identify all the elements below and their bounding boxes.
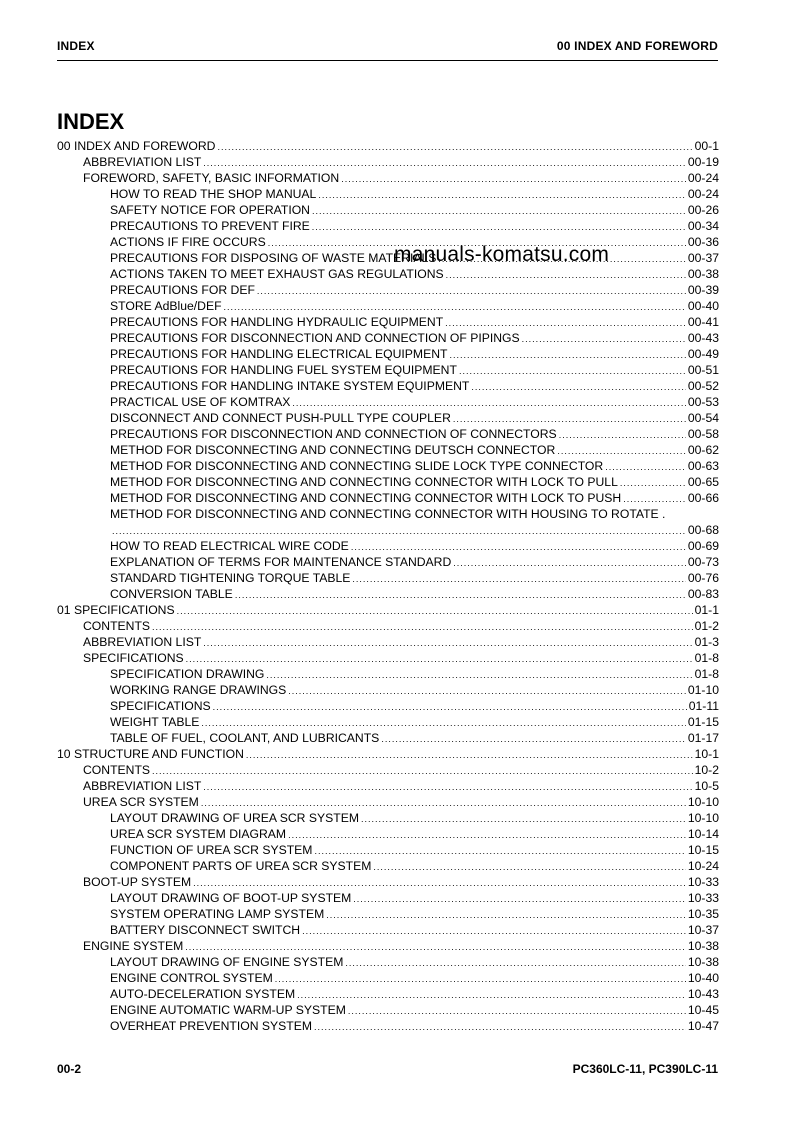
index-entry-page: 00-66 bbox=[687, 491, 719, 505]
dot-leader bbox=[351, 538, 686, 555]
index-entry-title: ENGINE AUTOMATIC WARM-UP SYSTEM bbox=[110, 1003, 346, 1017]
dot-leader bbox=[361, 810, 686, 827]
index-entry-page: 00-52 bbox=[687, 379, 719, 393]
index-entry[interactable] bbox=[57, 394, 719, 410]
index-entry-page: 00-69 bbox=[687, 539, 719, 553]
index-entry-title: PRACTICAL USE OF KOMTRAX bbox=[110, 395, 291, 409]
index-entry-page: 10-10 bbox=[687, 795, 719, 809]
index-entry[interactable] bbox=[57, 906, 719, 922]
index-entry-page: 00-76 bbox=[687, 571, 719, 585]
index-entry-title: HOW TO READ THE SHOP MANUAL bbox=[110, 187, 317, 201]
dot-leader bbox=[246, 746, 693, 763]
index-entry-title: METHOD FOR DISCONNECTING AND CONNECTING CONNECTOR WITH LOCK TO PUSH bbox=[110, 491, 622, 505]
index-entry[interactable] bbox=[57, 634, 719, 650]
index-entry[interactable] bbox=[57, 154, 719, 170]
index-entry-page: 10-2 bbox=[694, 763, 719, 777]
index-entry-title: ABBREVIATION LIST bbox=[83, 779, 202, 793]
index-entry[interactable] bbox=[57, 426, 719, 442]
index-entry[interactable] bbox=[57, 698, 719, 714]
dot-leader bbox=[314, 842, 685, 859]
index-entry-page: 00-40 bbox=[687, 299, 719, 313]
index-entry-title: METHOD FOR DISCONNECTING AND CONNECTING DEUTSCH CONNECTOR bbox=[110, 443, 556, 457]
index-entry-title: PRECAUTIONS FOR DISCONNECTION AND CONNECTION OF PIPINGS bbox=[110, 331, 520, 345]
dot-leader bbox=[605, 458, 686, 475]
index-entry[interactable] bbox=[57, 266, 719, 282]
index-entry-page: 00-34 bbox=[687, 219, 719, 233]
index-entry[interactable] bbox=[57, 970, 719, 986]
index-entry[interactable] bbox=[57, 602, 719, 618]
dot-leader bbox=[446, 266, 686, 283]
index-entry[interactable] bbox=[57, 986, 719, 1002]
index-entry-page: 01-3 bbox=[694, 635, 719, 649]
index-entry[interactable] bbox=[57, 234, 719, 250]
index-entry-title: PRECAUTIONS TO PREVENT FIRE bbox=[110, 219, 310, 233]
index-entry-page: 00-39 bbox=[687, 283, 719, 297]
index-entry[interactable] bbox=[57, 1002, 719, 1018]
dot-leader bbox=[203, 634, 692, 651]
dot-leader bbox=[312, 202, 686, 219]
dot-leader bbox=[257, 282, 686, 299]
index-entry[interactable] bbox=[57, 682, 719, 698]
index-entry[interactable] bbox=[57, 538, 719, 554]
index-entry-page: 10-1 bbox=[694, 747, 719, 761]
index-entry-title: ACTIONS IF FIRE OCCURS bbox=[110, 235, 266, 249]
index-entry[interactable] bbox=[57, 922, 719, 938]
footer-model-label: PC360LC-11, PC390LC-11 bbox=[572, 1062, 718, 1076]
dot-leader bbox=[224, 298, 686, 315]
index-entry[interactable] bbox=[57, 810, 719, 826]
dot-leader bbox=[559, 426, 686, 443]
index-entry-page: 00-38 bbox=[687, 267, 719, 281]
index-entry-title: METHOD FOR DISCONNECTING AND CONNECTING CONNECTOR WITH HOUSING TO ROTATE . bbox=[110, 507, 666, 521]
index-entry[interactable] bbox=[57, 714, 719, 730]
dot-leader bbox=[453, 554, 686, 571]
index-entry-page: 10-38 bbox=[687, 955, 719, 969]
index-entry-title: PRECAUTIONS FOR DEF bbox=[110, 283, 255, 297]
index-entry-page: 10-33 bbox=[687, 891, 719, 905]
index-entry-title: CONTENTS bbox=[83, 763, 151, 777]
dot-leader bbox=[292, 394, 685, 411]
index-entry-title: PRECAUTIONS FOR HANDLING HYDRAULIC EQUIPMENT bbox=[110, 315, 444, 329]
index-entry-title: WEIGHT TABLE bbox=[110, 715, 200, 729]
index-entry-page: 01-8 bbox=[694, 651, 719, 665]
dot-leader bbox=[353, 890, 686, 907]
index-entry[interactable] bbox=[57, 314, 719, 330]
index-entry[interactable] bbox=[57, 730, 719, 746]
dot-leader bbox=[217, 138, 692, 155]
index-entry-title: STORE AdBlue/DEF bbox=[110, 299, 222, 313]
index-entry-title: HOW TO READ ELECTRICAL WIRE CODE bbox=[110, 539, 349, 553]
index-entry-page: 10-43 bbox=[687, 987, 719, 1001]
index-entry-title: FUNCTION OF UREA SCR SYSTEM bbox=[110, 843, 313, 857]
dot-leader bbox=[288, 826, 686, 843]
index-entry-page: 10-45 bbox=[687, 1003, 719, 1017]
dot-leader bbox=[312, 218, 686, 235]
dot-leader bbox=[381, 730, 686, 747]
index-entry-title: WORKING RANGE DRAWINGS bbox=[110, 683, 287, 697]
index-entry[interactable] bbox=[57, 282, 719, 298]
watermark-text: manuals-komatsu.com bbox=[394, 243, 610, 266]
index-entry-title: AUTO-DECELERATION SYSTEM bbox=[110, 987, 296, 1001]
index-entry-page: 00-1 bbox=[694, 139, 719, 153]
index-entry-title: CONVERSION TABLE bbox=[110, 587, 233, 601]
dot-leader bbox=[297, 986, 686, 1003]
index-entry-page: 01-10 bbox=[687, 683, 719, 697]
index-entry-title: SPECIFICATIONS bbox=[110, 699, 211, 713]
index-entry-page: 00-62 bbox=[687, 443, 719, 457]
index-entry-page: 00-36 bbox=[687, 235, 719, 249]
index-entry-page: 01-15 bbox=[687, 715, 719, 729]
index-entry[interactable] bbox=[57, 618, 719, 634]
header-right-label: 00 INDEX AND FOREWORD bbox=[556, 39, 718, 53]
dot-leader bbox=[314, 1018, 686, 1035]
dot-leader bbox=[185, 938, 686, 955]
index-entry-title: SPECIFICATION DRAWING bbox=[110, 667, 265, 681]
dot-leader bbox=[177, 602, 693, 619]
index-entry-page: 00-65 bbox=[687, 475, 719, 489]
index-entry-page: 00-41 bbox=[687, 315, 719, 329]
index-entry-title: PRECAUTIONS FOR HANDLING ELECTRICAL EQUIPMENT bbox=[110, 347, 448, 361]
index-entry-page: 10-40 bbox=[687, 971, 719, 985]
index-entry-page: 10-24 bbox=[687, 859, 719, 873]
dot-leader bbox=[266, 666, 692, 683]
index-entry[interactable] bbox=[57, 474, 719, 490]
index-entry-page: 00-63 bbox=[687, 459, 719, 473]
index-entry-page: 10-10 bbox=[687, 811, 719, 825]
index-entry[interactable] bbox=[57, 874, 719, 890]
index-entry-title: UREA SCR SYSTEM bbox=[83, 795, 199, 809]
dot-leader bbox=[201, 794, 686, 811]
index-entry-page: 00-68 bbox=[687, 523, 719, 537]
dot-leader bbox=[623, 490, 686, 507]
dot-leader bbox=[326, 906, 686, 923]
index-entry-page: 10-35 bbox=[687, 907, 719, 921]
index-entry[interactable] bbox=[57, 954, 719, 970]
index-entry-page: 00-24 bbox=[687, 187, 719, 201]
dot-leader bbox=[288, 682, 686, 699]
index-entry[interactable] bbox=[57, 138, 719, 154]
index-entry-title: PRECAUTIONS FOR HANDLING FUEL SYSTEM EQUIPMENT bbox=[110, 363, 457, 377]
index-entry-page: 00-54 bbox=[687, 411, 719, 425]
index-entry-page: 01-8 bbox=[694, 667, 719, 681]
index-entry-page: 10-33 bbox=[687, 875, 719, 889]
index-entry-page: 00-26 bbox=[687, 203, 719, 217]
index-entry-title: 10 STRUCTURE AND FUNCTION bbox=[57, 747, 244, 761]
index-entry[interactable] bbox=[57, 794, 719, 810]
index-entry-page: 00-19 bbox=[687, 155, 719, 169]
dot-leader bbox=[522, 330, 686, 347]
index-entry[interactable] bbox=[57, 826, 719, 842]
index-entry[interactable] bbox=[57, 362, 719, 378]
dot-leader bbox=[453, 410, 686, 427]
index-entry-title: PRECAUTIONS FOR DISCONNECTION AND CONNECTION OF CONNECTORS bbox=[110, 427, 557, 441]
index-entry[interactable] bbox=[57, 938, 719, 954]
index-entry[interactable] bbox=[57, 554, 719, 570]
index-entry-page: 00-58 bbox=[687, 427, 719, 441]
index-entry-title: ABBREVIATION LIST bbox=[83, 155, 202, 169]
index-entry[interactable] bbox=[57, 746, 719, 762]
index-entry-title: BATTERY DISCONNECT SWITCH bbox=[110, 923, 301, 937]
index-entry-title: DISCONNECT AND CONNECT PUSH-PULL TYPE COUPLER bbox=[110, 411, 451, 425]
index-entry-title: PRECAUTIONS FOR DISPOSING OF WASTE MATERIALS bbox=[110, 251, 437, 265]
index-entry-title: SYSTEM OPERATING LAMP SYSTEM bbox=[110, 907, 325, 921]
index-entry-page: 01-17 bbox=[687, 731, 719, 745]
dot-leader bbox=[620, 474, 686, 491]
index-entry-title: ENGINE CONTROL SYSTEM bbox=[110, 971, 273, 985]
dot-leader bbox=[341, 170, 686, 187]
index-entry[interactable] bbox=[57, 586, 719, 602]
header-left-label: INDEX bbox=[57, 39, 95, 53]
footer-page-number: 00-2 bbox=[57, 1062, 82, 1076]
dot-leader bbox=[352, 570, 685, 587]
index-entry-title: ABBREVIATION LIST bbox=[83, 635, 202, 649]
dot-leader bbox=[302, 922, 686, 939]
dot-leader bbox=[318, 186, 686, 203]
dot-leader bbox=[445, 314, 686, 331]
index-entry[interactable] bbox=[57, 858, 719, 874]
index-entry[interactable] bbox=[57, 490, 719, 506]
index-entry-page: 10-37 bbox=[687, 923, 719, 937]
index-entry[interactable] bbox=[57, 170, 719, 186]
page-title: INDEX bbox=[57, 109, 125, 134]
index-entry[interactable] bbox=[57, 346, 719, 362]
dot-leader bbox=[373, 858, 685, 875]
index-entry-page: 10-47 bbox=[687, 1019, 719, 1033]
index-entry[interactable] bbox=[57, 506, 719, 538]
index-entry-page: 00-43 bbox=[687, 331, 719, 345]
index-entry[interactable] bbox=[57, 410, 719, 426]
index-entry[interactable] bbox=[57, 330, 719, 346]
index-entry-page: 00-83 bbox=[687, 587, 719, 601]
dot-leader bbox=[275, 970, 686, 987]
index-entry[interactable] bbox=[57, 458, 719, 474]
index-entry-page: 00-51 bbox=[687, 363, 719, 377]
index-entry[interactable] bbox=[57, 762, 719, 778]
index-entry[interactable] bbox=[57, 298, 719, 314]
index-entry-page: 00-49 bbox=[687, 347, 719, 361]
index-entry-page: 10-38 bbox=[687, 939, 719, 953]
index-entry-title: SAFETY NOTICE FOR OPERATION bbox=[110, 203, 310, 217]
page-header bbox=[57, 36, 718, 61]
index-entry-page: 10-15 bbox=[687, 843, 719, 857]
dot-leader bbox=[235, 586, 686, 603]
index-entry[interactable] bbox=[57, 890, 719, 906]
dot-leader bbox=[348, 1002, 686, 1019]
index-entry-page: 00-73 bbox=[687, 555, 719, 569]
dot-leader bbox=[213, 698, 687, 715]
index-entry-title: EXPLANATION OF TERMS FOR MAINTENANCE STANDARD bbox=[110, 555, 452, 569]
index-entry-page: 01-2 bbox=[694, 619, 719, 633]
index-entry-title: UREA SCR SYSTEM DIAGRAM bbox=[110, 827, 287, 841]
dot-leader bbox=[471, 378, 685, 395]
index-entry-title: SPECIFICATIONS bbox=[83, 651, 184, 665]
index-entry-page: 01-11 bbox=[688, 699, 719, 713]
index-list bbox=[57, 138, 719, 1034]
index-entry-title: ACTIONS TAKEN TO MEET EXHAUST GAS REGULATIONS bbox=[110, 267, 444, 281]
index-entry[interactable] bbox=[57, 778, 719, 794]
index-entry-page: 01-1 bbox=[694, 603, 719, 617]
index-entry-page: 00-37 bbox=[687, 251, 719, 265]
dot-leader bbox=[203, 778, 692, 795]
index-entry-title: ENGINE SYSTEM bbox=[83, 939, 184, 953]
dot-leader bbox=[152, 618, 693, 635]
index-entry[interactable] bbox=[57, 666, 719, 682]
index-entry-title: LAYOUT DRAWING OF ENGINE SYSTEM bbox=[110, 955, 344, 969]
index-entry-page: 00-53 bbox=[687, 395, 719, 409]
index-entry-title: STANDARD TIGHTENING TORQUE TABLE bbox=[110, 571, 351, 585]
index-entry-title: OVERHEAT PREVENTION SYSTEM bbox=[110, 1019, 313, 1033]
dot-leader bbox=[345, 954, 685, 971]
index-entry-title: METHOD FOR DISCONNECTING AND CONNECTING CONNECTOR WITH LOCK TO PULL bbox=[110, 475, 618, 489]
dot-leader bbox=[203, 154, 686, 171]
index-entry-title: LAYOUT DRAWING OF BOOT-UP SYSTEM bbox=[110, 891, 352, 905]
dot-leader bbox=[186, 650, 693, 667]
index-entry-title: LAYOUT DRAWING OF UREA SCR SYSTEM bbox=[110, 811, 359, 825]
index-entry[interactable] bbox=[57, 202, 719, 218]
index-entry-title: 01 SPECIFICATIONS bbox=[57, 603, 175, 617]
index-entry[interactable] bbox=[57, 378, 719, 394]
index-entry[interactable] bbox=[57, 218, 719, 234]
dot-leader bbox=[449, 346, 685, 363]
index-entry-title: CONTENTS bbox=[83, 619, 151, 633]
index-entry-title: COMPONENT PARTS OF UREA SCR SYSTEM bbox=[110, 859, 372, 873]
index-entry-page: 00-24 bbox=[687, 171, 719, 185]
index-entry-title: PRECAUTIONS FOR HANDLING INTAKE SYSTEM EQUIPMENT bbox=[110, 379, 470, 393]
index-entry[interactable] bbox=[57, 650, 719, 666]
index-entry-page: 10-5 bbox=[694, 779, 719, 793]
dot-leader bbox=[459, 362, 686, 379]
index-entry-title: 00 INDEX AND FOREWORD bbox=[57, 139, 216, 153]
index-entry-title: BOOT-UP SYSTEM bbox=[83, 875, 192, 889]
dot-leader bbox=[112, 522, 686, 539]
index-entry[interactable] bbox=[57, 186, 719, 202]
index-entry[interactable] bbox=[57, 1018, 719, 1034]
index-entry-title: METHOD FOR DISCONNECTING AND CONNECTING SLIDE LOCK TYPE CONNECTOR bbox=[110, 459, 604, 473]
index-entry[interactable] bbox=[57, 442, 719, 458]
index-entry[interactable] bbox=[57, 842, 719, 858]
index-entry[interactable] bbox=[57, 250, 719, 266]
index-entry-title: TABLE OF FUEL, COOLANT, AND LUBRICANTS bbox=[110, 731, 380, 745]
dot-leader bbox=[201, 714, 685, 731]
dot-leader bbox=[557, 442, 686, 459]
dot-leader bbox=[193, 874, 686, 891]
index-entry-title: FOREWORD, SAFETY, BASIC INFORMATION bbox=[83, 171, 340, 185]
dot-leader bbox=[152, 762, 693, 779]
index-entry[interactable] bbox=[57, 570, 719, 586]
index-entry-page: 10-14 bbox=[687, 827, 719, 841]
